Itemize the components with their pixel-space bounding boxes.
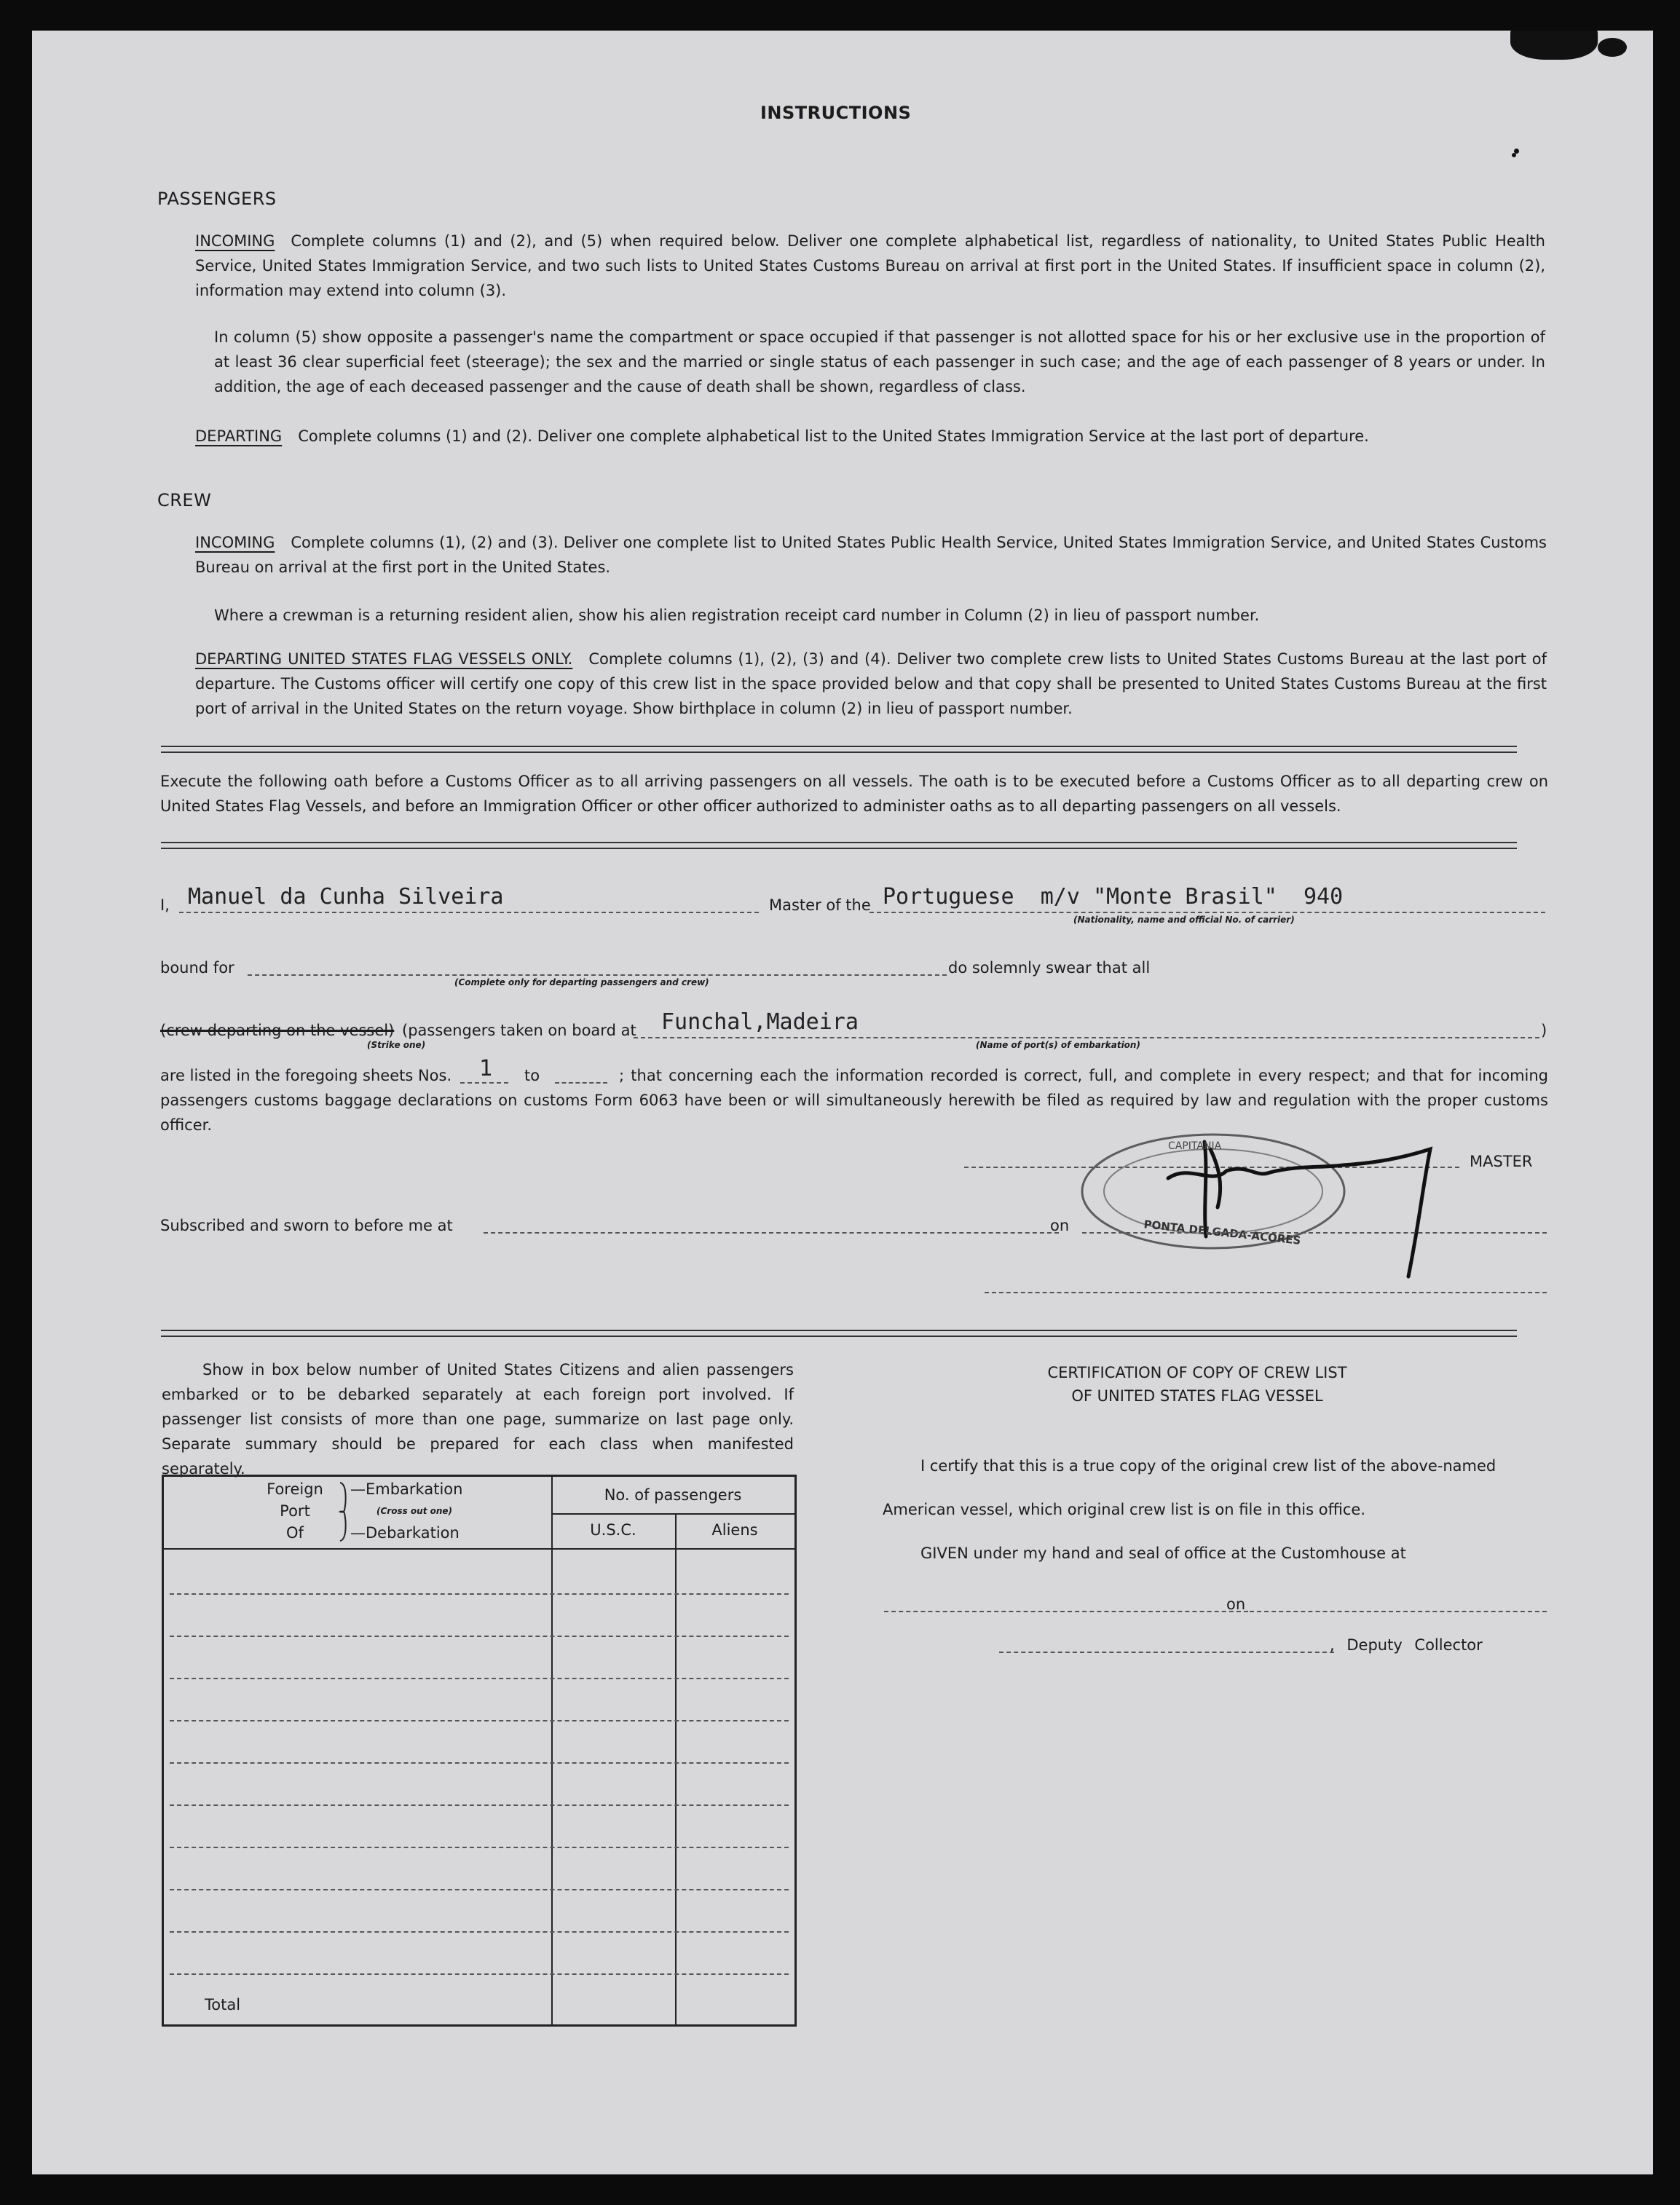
crew-departing-paragraph: [195, 647, 1547, 721]
deputy-signature-line[interactable]: [999, 1652, 1334, 1653]
sheet-from-field[interactable]: 1: [479, 1056, 493, 1081]
master-name-line: [179, 912, 759, 913]
passengers-departing-paragraph: [195, 424, 1545, 449]
listed-rest: ; that concerning each the information recorded is correct, full, and complete in every respect; and that for incoming passengers customs baggage declarations on customs Form 6063 have been or will simultaneously herewith be filed as required by law and regulation with the proper customs officer.: [160, 1067, 1548, 1134]
col-of: Of: [286, 1524, 304, 1542]
master-label: MASTER: [1470, 1153, 1533, 1170]
crew-incoming-label: INCOMING: [195, 534, 275, 551]
ink-dot: [1514, 149, 1519, 154]
page-title: INSTRUCTIONS: [760, 103, 912, 123]
bound-for-line[interactable]: [248, 974, 947, 976]
total-label: Total: [205, 1996, 241, 2013]
table-row[interactable]: [170, 1762, 789, 1764]
subscribed-on-label: on: [1050, 1217, 1070, 1234]
crew-resident-text: Where a crewman is a returning resident alien, show his alien registration receipt card number in Column (2) in lieu of passport number.: [214, 607, 1260, 624]
summary-instruction: Show in box below number of United States Citizens and alien passengers embarked or to be debarked separately at each foreign port involved. If passenger list consists of more than one page, summarize on last page only. Separate summary should be prepared for each class when manifested separately.: [162, 1361, 794, 1478]
crew-heading: CREW: [157, 490, 212, 510]
ink-smudge: [1510, 31, 1598, 60]
given-line: GIVEN under my hand and seal of office at the Customhouse at: [920, 1545, 1406, 1562]
col-usc: U.S.C.: [590, 1521, 636, 1539]
divider: [161, 746, 1517, 753]
ink-smudge: [1598, 38, 1627, 57]
vessel-field[interactable]: Portuguese m/v "Monte Brasil" 940: [883, 884, 1344, 910]
port-caption: (Name of port(s) of embarkation): [976, 1040, 1140, 1050]
table-divider: [164, 1548, 794, 1550]
to-label: to: [524, 1067, 540, 1084]
col-port: Port: [280, 1502, 310, 1520]
certification-date-line[interactable]: [1250, 1611, 1547, 1612]
close-paren: ): [1541, 1022, 1547, 1039]
passengers-incoming-text: Complete columns (1) and (2), and (5) when required below. Deliver one complete alphabetical list, regardless of nationality, to United States Public Health Service, United States Immigration Service, and two such lists to United States Customs Bureau on arrival at first port in the United States. If insufficient space in column (2), information may extend into column (3).: [195, 232, 1545, 299]
bound-caption: (Complete only for departing passengers and crew): [454, 977, 709, 987]
passengers-incoming-paragraph: [195, 229, 1545, 303]
certify-line-1: I certify that this is a true copy of the original crew list of the above-named: [920, 1457, 1496, 1475]
col-cross: (Cross out one): [376, 1506, 453, 1516]
oath-instruction: Execute the following oath before a Customs Officer as to all arriving passengers on all vessels. The oath is to be executed before a Customs Officer as to all departing crew on United States Flag Vessels, and before an Immigration Officer or other officer authorized to administer oaths as to all departing passengers on all vessels.: [160, 773, 1548, 815]
deputy-label: , Deputy Collector: [1330, 1636, 1483, 1654]
crew-departing-text: Complete columns (1), (2), (3) and (4). Deliver two complete crew lists to United States Customs Bureau at the last port of departure. The Customs officer will certify one copy of this crew list in the space provided below and that copy shall be presented to United States Customs Bureau at the first port of arrival in the United States on the return voyage. Show birthplace in column (2) in lieu of passport number.: [195, 650, 1547, 717]
certification-title-1: CERTIFICATION OF COPY OF CREW LIST: [1047, 1364, 1347, 1381]
table-row[interactable]: [170, 1636, 789, 1637]
passenger-summary-table: [162, 1475, 797, 2027]
certification-title-2: OF UNITED STATES FLAG VESSEL: [1071, 1387, 1323, 1405]
table-row[interactable]: [170, 1804, 789, 1806]
certify-line-2: American vessel, which original crew list is on file in this office.: [883, 1501, 1366, 1518]
passengers-column5-text: In column (5) show opposite a passenger's name the compartment or space occupied if that passenger is not allotted space for his or her exclusive use in the proportion of at least 36 clear superficial feet (steerage); the sex and the married or single status of each passenger in such case; and the age of each passenger of 8 years or under. In addition, the age of each deceased passenger and the cause of death shall be shown, regardless of class.: [214, 328, 1545, 395]
oath-i-label: I,: [160, 896, 170, 914]
table-row[interactable]: [170, 1847, 789, 1848]
certification-on-label: on: [1226, 1595, 1246, 1613]
customhouse-line[interactable]: [884, 1611, 1248, 1612]
vessel-caption: (Nationality, name and official No. of carrier): [1073, 915, 1295, 925]
table-divider: [551, 1477, 553, 2024]
subscribed-place-line[interactable]: [484, 1232, 1059, 1234]
table-row[interactable]: [170, 1720, 789, 1721]
strike-caption: (Strike one): [367, 1040, 426, 1050]
port-field[interactable]: Funchal,Madeira: [661, 1009, 859, 1035]
brace-icon: [337, 1481, 352, 1542]
col-no-passengers: No. of passengers: [604, 1486, 742, 1504]
passengers-departing-text: Complete columns (1) and (2). Deliver one complete alphabetical list to the United States Immigration Service at the last port of departure.: [298, 427, 1369, 445]
officer-signature-line[interactable]: [985, 1292, 1547, 1293]
master-of-label: Master of the: [769, 896, 871, 914]
strike-text: (crew departing on the vessel): [160, 1022, 395, 1039]
divider: [161, 842, 1517, 849]
table-row[interactable]: [170, 1678, 789, 1679]
table-row[interactable]: [170, 1889, 789, 1890]
passengers-incoming-label: INCOMING: [195, 232, 275, 250]
crew-departing-label: DEPARTING UNITED STATES FLAG VESSELS ONLY.: [195, 650, 573, 668]
stamp-bottom-text: PONTA DELGADA-ACORES: [1143, 1218, 1302, 1247]
passengers-heading: PASSENGERS: [157, 189, 277, 209]
col-foreign: Foreign: [267, 1480, 323, 1498]
bound-for-label: bound for: [160, 959, 234, 977]
listed-label: are listed in the foregoing sheets Nos.: [160, 1067, 452, 1084]
crew-incoming-paragraph: [195, 530, 1547, 580]
table-row[interactable]: [170, 1593, 789, 1595]
subscribed-label: Subscribed and sworn to before me at: [160, 1217, 453, 1234]
table-row[interactable]: [170, 1973, 789, 1975]
col-aliens: Aliens: [711, 1521, 758, 1539]
port-line: [634, 1037, 1539, 1038]
stamp-top-text: CAPITANIA: [1168, 1140, 1222, 1152]
divider: [161, 1330, 1517, 1337]
col-embark: —Embarkation: [350, 1480, 463, 1498]
table-divider: [551, 1513, 794, 1515]
table-row[interactable]: [170, 1931, 789, 1933]
crew-incoming-text: Complete columns (1), (2) and (3). Deliver one complete list to United States Public Health Service, United States Immigration Service, and United States Customs Bureau on arrival at the first port in the United States.: [195, 534, 1547, 576]
vessel-line: [869, 912, 1545, 913]
form-page: [32, 31, 1653, 2174]
master-name-field[interactable]: Manuel da Cunha Silveira: [188, 884, 504, 910]
col-debark: —Debarkation: [350, 1524, 460, 1542]
table-divider: [675, 1513, 677, 2024]
signature-stamp: [1081, 1098, 1459, 1295]
swear-label: do solemnly swear that all: [948, 959, 1151, 977]
passengers-departing-label: DEPARTING: [195, 427, 283, 445]
subscribed-date-line[interactable]: [1082, 1232, 1547, 1234]
passengers-taken-label: (passengers taken on board at: [402, 1022, 636, 1039]
